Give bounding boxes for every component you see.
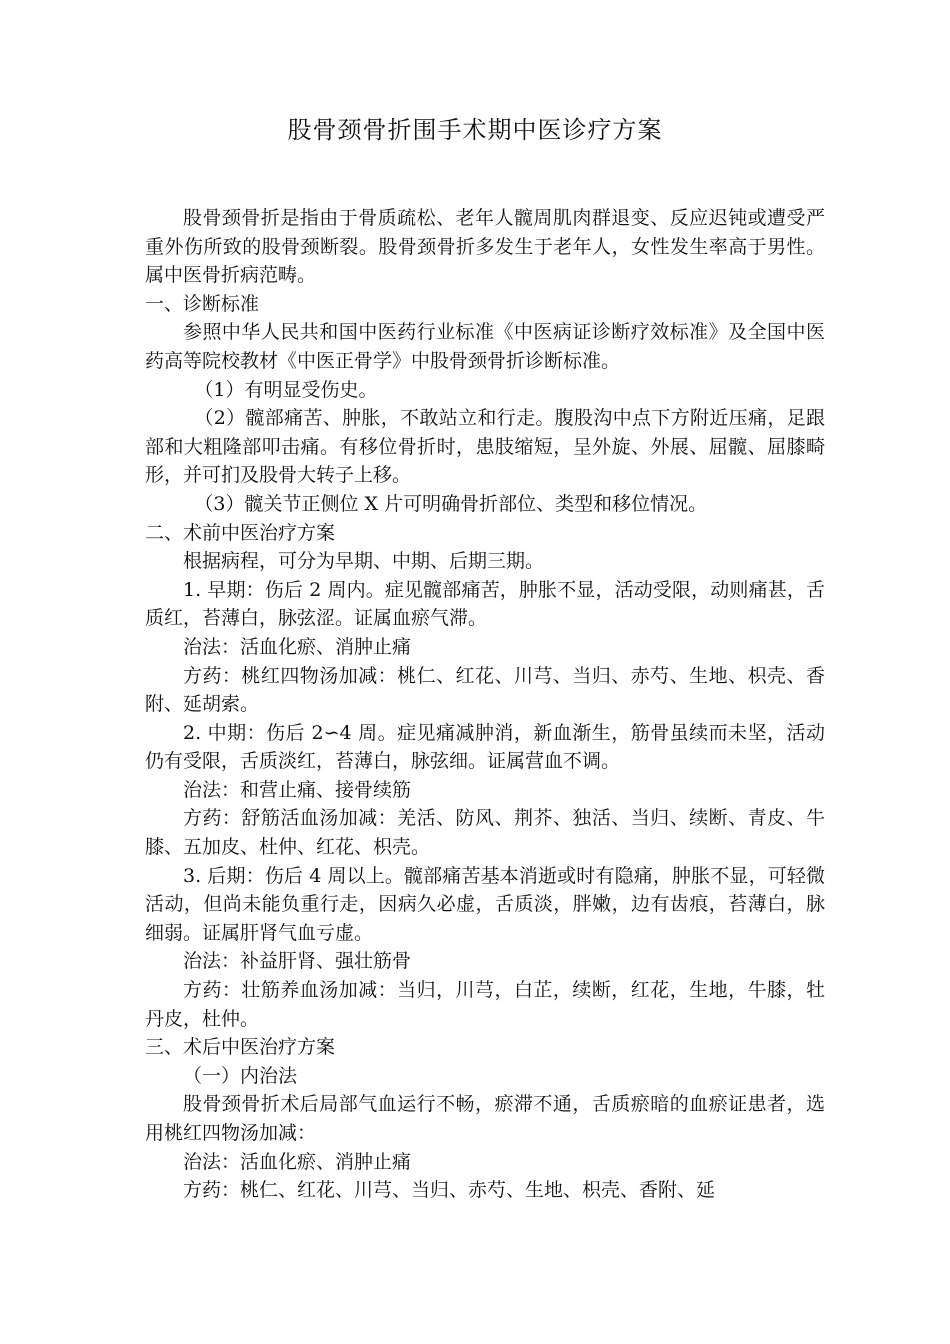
diagnosis-criterion-3: （3）髋关节正侧位 X 片可明确骨折部位、类型和移位情况。 <box>194 492 708 515</box>
diagnosis-reference-paragraph: 参照中华人民共和国中医药行业标准《中医病证诊断疗效标准》及全国中医药高等院校教材《中医正骨学》中股骨颈骨折诊断标准。 <box>145 321 825 372</box>
document-title: 股骨颈骨折围手术期中医诊疗方案 <box>287 116 663 144</box>
section-heading-preop: 二、术前中医治疗方案 <box>145 521 336 544</box>
subsection-heading-internal: （一）内治法 <box>183 1064 298 1087</box>
postop-paragraph: 股骨颈骨折术后局部气血运行不畅，瘀滞不通，舌质瘀暗的血瘀证患者，选用桃红四物汤加减： <box>145 1093 825 1144</box>
diagnosis-criterion-1: （1）有明显受伤史。 <box>194 378 378 401</box>
diagnosis-criterion-2: （2）髋部痛苦、肿胀，不敢站立和行走。腹股沟中点下方附近压痛，足跟部和大粗隆部叩击痛。有移位骨折时，患肢缩短，呈外旋、外展、屈髋、屈膝畸形，并可扪及股骨大转子上移。 <box>145 407 825 487</box>
section-heading-diagnosis: 一、诊断标准 <box>145 292 260 315</box>
document-body <box>145 204 825 1205</box>
preop-stages-paragraph: 根据病程，可分为早期、中期、后期三期。 <box>183 550 545 573</box>
early-stage-paragraph: 1. 早期：伤后 2 周内。症见髋部痛苦，肿胀不显，活动受限，动则痛甚，舌质红，苔薄白，脉弦涩。证属血瘀气滞。 <box>145 578 825 630</box>
middle-stage-treatment: 治法：和营止痛、接骨续筋 <box>183 778 412 801</box>
middle-stage-paragraph: 2. 中期：伤后 2∽4 周。症见痛减肿消，新血渐生，筋骨虽续而未坚，活动仍有受限，舌质淡红，苔薄白，脉弦细。证属营血不调。 <box>145 721 825 773</box>
late-stage-prescription: 方药：壮筋养血汤加减：当归，川芎，白芷，续断，红花，生地，牛膝，牡丹皮，杜仲。 <box>145 979 825 1030</box>
section-heading-postop: 三、术后中医治疗方案 <box>145 1036 336 1059</box>
early-stage-prescription: 方药：桃红四物汤加减：桃仁、红花、川芎、当归、赤芍、生地、枳壳、香附、延胡索。 <box>145 664 825 716</box>
middle-stage-prescription: 方药：舒筋活血汤加减：羌活、防风、荆芥、独活、当归、续断、青皮、牛膝、五加皮、杜仲、红花、枳壳。 <box>145 807 825 859</box>
early-stage-treatment: 治法：活血化瘀、消肿止痛 <box>183 635 412 658</box>
late-stage-treatment: 治法：补益肝肾、强壮筋骨 <box>183 950 412 973</box>
postop-treatment: 治法：活血化瘀、消肿止痛 <box>183 1150 412 1173</box>
late-stage-paragraph: 3. 后期：伤后 4 周以上。髋部痛苦基本消逝或时有隐痛，肿胀不显，可轻微活动，但尚未能负重行走，因病久必虚，舌质淡，胖嫩，边有齿痕，苔薄白，脉细弱。证属肝肾气血亏虚。 <box>145 864 825 944</box>
postop-prescription: 方药：桃仁、红花、川芎、当归、赤芍、生地、枳壳、香附、延 <box>183 1179 716 1202</box>
intro-paragraph: 股骨颈骨折是指由于骨质疏松、老年人髋周肌肉群退变、反应迟钝或遭受严重外伤所致的股骨颈断裂。股骨颈骨折多发生于老年人，女性发生率高于男性。属中医骨折病范畴。 <box>145 207 825 287</box>
